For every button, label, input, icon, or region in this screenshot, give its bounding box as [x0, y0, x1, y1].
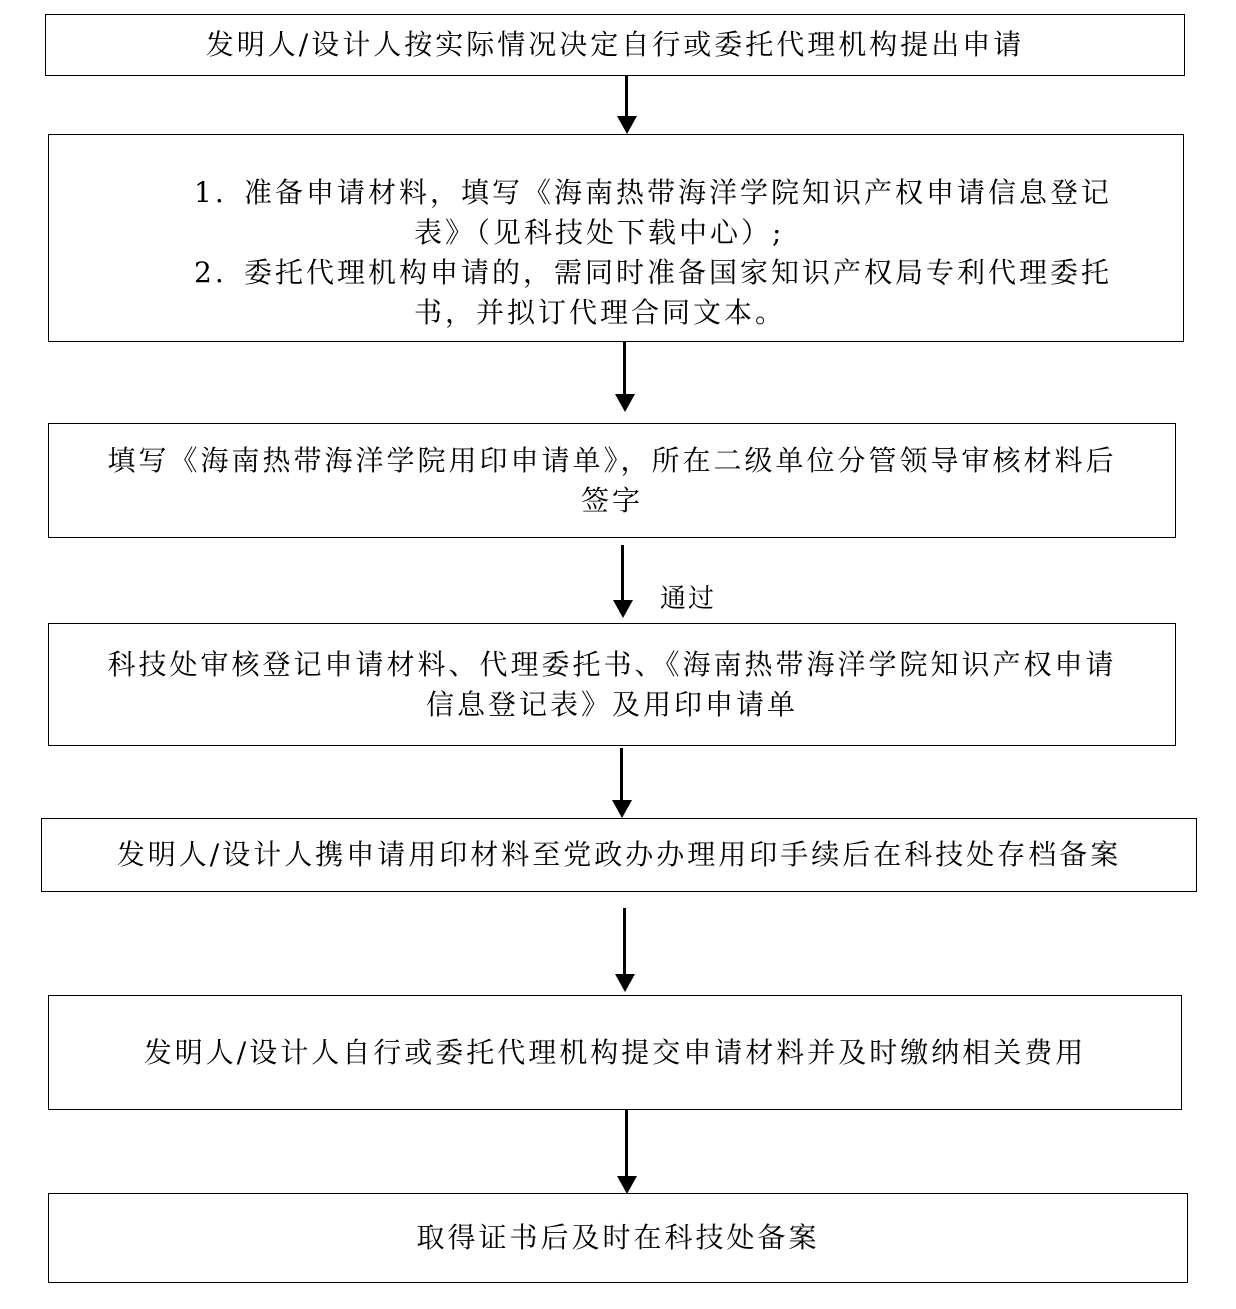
step-1-text: 发明人/设计人按实际情况决定自行或委托代理机构提出申请	[205, 28, 1025, 61]
step-2-box	[48, 134, 1184, 342]
step-3-line-1: 填写《海南热带海洋学院用印申请单》，所在二级单位分管领导审核材料后	[107, 443, 1117, 477]
step-2-item-1	[194, 173, 1184, 213]
step-7-text: 取得证书后及时在科技处备案	[416, 1221, 820, 1254]
arrow-6	[617, 1110, 637, 1194]
step-6-text: 发明人/设计人自行或委托代理机构提交申请材料并及时缴纳相关费用	[143, 1035, 1087, 1069]
arrow-3-label: 通过	[660, 584, 717, 614]
step-7-box	[48, 1193, 1188, 1283]
step-5-text: 发明人/设计人携申请用印材料至党政办办理用印手续后在科技处存档备案	[116, 838, 1122, 871]
step-5-box	[41, 818, 1197, 892]
step-4-line-1: 科技处审核登记申请材料、代理委托书、《海南热带海洋学院知识产权申请	[107, 647, 1117, 681]
arrow-5	[615, 908, 635, 992]
step-2-item-1-number: 1.	[194, 176, 227, 209]
step-6-box	[48, 995, 1182, 1110]
arrow-3	[613, 545, 633, 618]
step-3-box	[48, 423, 1176, 538]
step-4-box	[48, 623, 1176, 746]
step-2-item-2	[194, 253, 1184, 293]
arrow-4	[612, 748, 632, 818]
arrow-1	[617, 76, 637, 134]
step-2-item-2-number: 2.	[194, 256, 227, 289]
step-2-item-1-line-1: 准备申请材料，填写《海南热带海洋学院知识产权申请信息登记	[244, 176, 1113, 209]
step-4-line-2: 信息登记表》及用印申请单	[425, 687, 798, 721]
step-1-box	[45, 14, 1185, 76]
step-2-item-1-line-2: 表》（见科技处下载中心）;	[414, 216, 785, 249]
step-2-item-2-line-1: 委托代理机构申请的，需同时准备国家知识产权局专利代理委托	[244, 256, 1113, 289]
step-2-list	[194, 173, 1184, 333]
arrow-2	[615, 342, 635, 412]
step-2-item-2-line-2: 书，并拟订代理合同文本。	[414, 296, 787, 329]
step-3-line-2: 签字	[580, 483, 643, 517]
